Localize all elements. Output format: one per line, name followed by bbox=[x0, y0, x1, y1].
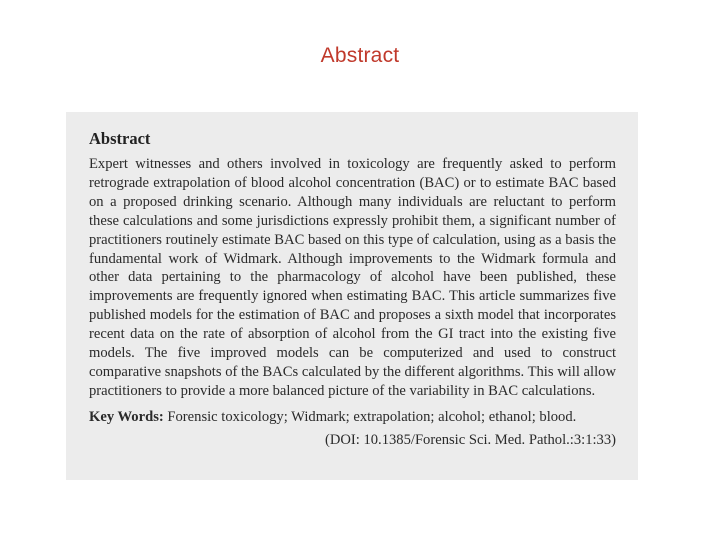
abstract-body: Expert witnesses and others involved in toxicology are frequently asked to perform retrograde extrapolation of blood alcohol concentration (BAC) or to estimate BAC based on a proposed drinking scenario. Although many individuals are reluctant to perform these calculations and some jurisdictions expressly prohibit them, a significant number of practitioners routinely estimate BAC based on this type of calculation, using as a basis the fundamental work of Widmark. Although improvements to the Widmark formula and other data pertaining to the pharmacology of alcohol have been published, these improvements are frequently ignored when estimating BAC. This article summarizes five published models for the estimation of BAC and proposes a sixth model that incorporates recent data on the rate of absorption of alcohol from the GI tract into the existing five models. The five improved models can be computerized and used to construct comparative snapshots of the BACs calculated by the different algorithms. This will allow practitioners to provide a more balanced picture of the variability in BAC calculations. bbox=[89, 156, 616, 399]
abstract-heading: Abstract bbox=[89, 129, 151, 148]
keywords-line bbox=[89, 408, 616, 427]
keywords-text: Forensic toxicology; Widmark; extrapolation; alcohol; ethanol; blood. bbox=[167, 408, 577, 425]
keywords-label: Key Words: bbox=[89, 408, 164, 425]
doi-citation: (DOI: 10.1385/Forensic Sci. Med. Pathol.:3:1:33) bbox=[324, 431, 616, 448]
abstract-panel bbox=[66, 112, 638, 480]
slide-title: Abstract bbox=[320, 44, 400, 67]
